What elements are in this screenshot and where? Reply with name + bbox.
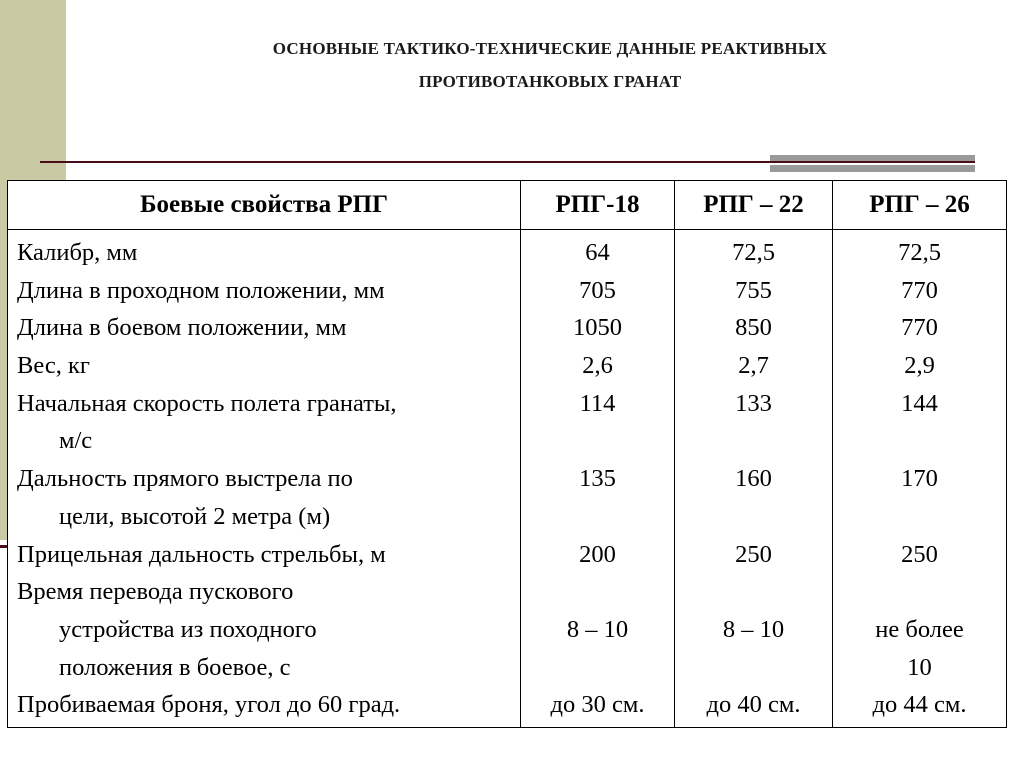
param-line-continued: устройства из походного xyxy=(59,615,317,643)
value-cell xyxy=(675,649,832,687)
param-column xyxy=(8,230,521,728)
value-cell: 72,5 xyxy=(732,239,775,266)
value-cell: 2,6 xyxy=(582,352,613,380)
value-cell: до 40 см. xyxy=(706,691,801,719)
rpg18-values xyxy=(521,230,675,728)
title-line-2: ПРОТИВОТАНКОВЫХ ГРАНАТ xyxy=(418,72,682,91)
value-cell: 64 xyxy=(585,239,610,266)
param-line-continued: цели, высотой 2 метра (м) xyxy=(59,502,331,530)
value-cell: до 30 см. xyxy=(550,691,645,719)
value-cell: 10 xyxy=(907,653,932,681)
value-cell xyxy=(521,573,674,611)
value-cell: 2,7 xyxy=(738,352,769,380)
table-body-row xyxy=(8,230,1007,728)
rpg26-values xyxy=(833,230,1007,728)
value-cell xyxy=(675,422,832,460)
value-cell xyxy=(521,422,674,460)
value-cell: 144 xyxy=(901,389,938,417)
value-cell xyxy=(833,422,1006,460)
param-line: Прицельная дальность стрельбы, м xyxy=(17,540,386,568)
param-line: Пробиваемая броня, угол до 60 град. xyxy=(17,691,401,719)
value-cell xyxy=(675,573,832,611)
param-line: Вес, кг xyxy=(17,352,90,380)
value-cell: 200 xyxy=(579,540,616,568)
rpg-specs-table xyxy=(7,180,1007,728)
param-line: Время перевода пускового xyxy=(17,578,294,606)
table-header-row xyxy=(8,181,1007,230)
value-cell: 170 xyxy=(901,465,938,493)
value-cell: 114 xyxy=(579,389,616,417)
value-cell: до 44 см. xyxy=(872,691,967,719)
title-line-1: ОСНОВНЫЕ ТАКТИКО-ТЕХНИЧЕСКИЕ ДАННЫЕ РЕАКТИВНЫХ xyxy=(272,39,828,58)
value-cell: 72,5 xyxy=(898,239,941,266)
value-cell: 135 xyxy=(579,465,616,493)
value-cell xyxy=(675,498,832,536)
value-cell: 1050 xyxy=(573,314,622,342)
value-cell: 755 xyxy=(735,276,772,304)
value-cell: 2,9 xyxy=(904,352,935,380)
value-cell xyxy=(521,649,674,687)
param-line: Калибр, мм xyxy=(17,239,138,266)
param-line: Начальная скорость полета гранаты, xyxy=(17,389,397,417)
value-cell: 850 xyxy=(735,314,772,342)
value-cell: 250 xyxy=(901,540,938,568)
slide-title xyxy=(120,32,980,98)
value-cell xyxy=(833,498,1006,536)
value-cell: 705 xyxy=(579,276,616,304)
value-cell xyxy=(833,573,1006,611)
header-rpg22: РПГ – 22 xyxy=(675,181,833,230)
value-cell: не более xyxy=(875,615,964,643)
value-cell: 770 xyxy=(901,276,938,304)
header-properties: Боевые свойства РПГ xyxy=(8,181,521,230)
header-rpg18: РПГ-18 xyxy=(521,181,675,230)
value-cell: 770 xyxy=(901,314,938,342)
title-divider-line xyxy=(40,161,975,163)
param-line-continued: м/с xyxy=(59,427,93,455)
value-cell: 133 xyxy=(735,389,772,417)
value-cell: 8 – 10 xyxy=(722,615,785,643)
param-line-continued: положения в боевое, с xyxy=(59,653,291,681)
param-line: Длина в проходном положении, мм xyxy=(17,276,385,304)
rpg22-values xyxy=(675,230,833,728)
value-cell xyxy=(521,498,674,536)
decorative-grey-block-bottom xyxy=(770,165,975,172)
param-line: Дальность прямого выстрела по xyxy=(17,465,353,493)
value-cell: 250 xyxy=(735,540,772,568)
header-rpg26: РПГ – 26 xyxy=(833,181,1007,230)
param-line: Длина в боевом положении, мм xyxy=(17,314,347,342)
value-cell: 160 xyxy=(735,465,772,493)
value-cell: 8 – 10 xyxy=(566,615,629,643)
